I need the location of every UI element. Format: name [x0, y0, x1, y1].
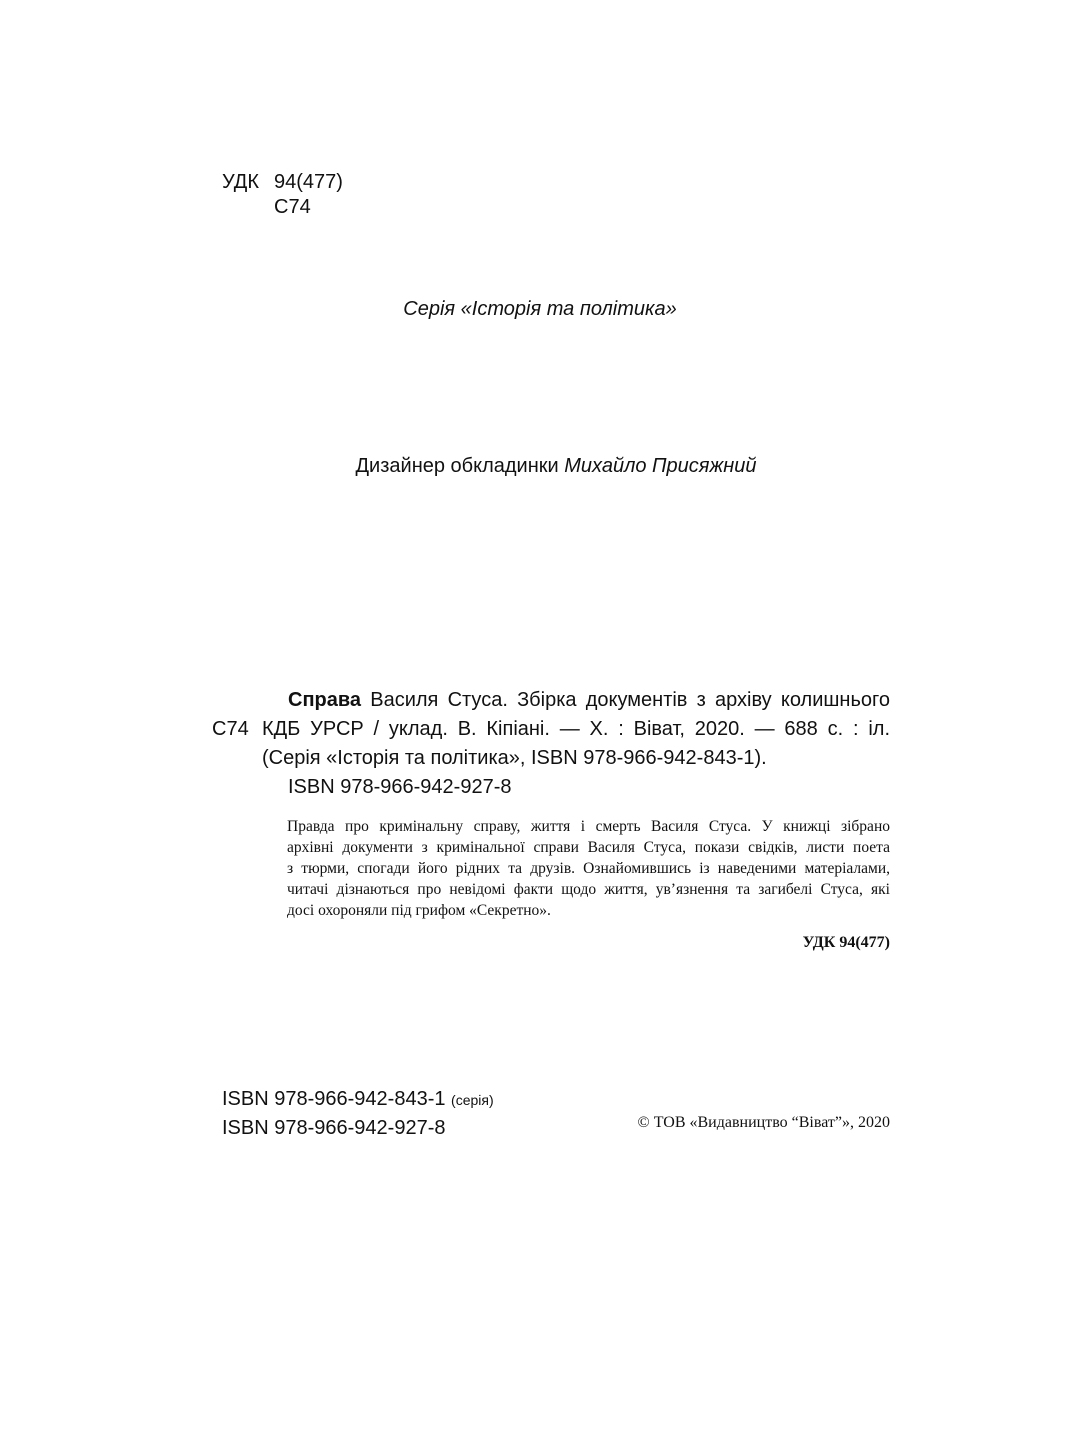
cover-designer-credit: [0, 455, 1080, 478]
entry-cutter: С74: [212, 718, 249, 740]
series-title: Серія «Історія та політика»: [403, 298, 677, 320]
annotation-line: з тюрми, спогади його рідних та друзів. Ознайомившись із наведеними матеріалами,: [287, 860, 890, 877]
entry-isbn: ISBN 978-966-942-927-8: [288, 776, 512, 798]
entry-line-1: [212, 686, 890, 715]
annotation: [287, 816, 890, 921]
entry-line-1-rest: Василя Стуса. Збірка документів з архіву колишнього: [370, 689, 890, 711]
udk-row: [222, 170, 343, 195]
udk-label: УДК: [222, 171, 260, 193]
udk-index: 94(477): [274, 171, 343, 193]
cutter-number: С74: [274, 196, 311, 218]
annotation-line: архівні документи з кримінальної справи Василя Стуса, покази свідків, листи поета: [287, 839, 890, 856]
series-isbn-row: [222, 1085, 494, 1114]
annotation-line: Правда про кримінальну справу, життя і смерть Василя Стуса. У книжці зібрано: [287, 818, 890, 835]
annotation-line: досі охороняли під грифом «Секретно».: [287, 902, 551, 919]
series-isbn: ISBN 978-966-942-843-1: [222, 1088, 446, 1110]
book-isbn: ISBN 978-966-942-927-8: [222, 1117, 446, 1139]
designer-name: Михайло Присяжний: [564, 455, 757, 477]
entry-line-3: (Серія «Історія та політика», ISBN 978-966-942-843-1).: [262, 747, 767, 769]
bibliographic-entry: [212, 686, 890, 802]
designer-label: Дизайнер обкладинки: [355, 455, 559, 477]
entry-line-2-rest: КДБ УРСР / уклад. В. Кіпіані. — Х. : Віват, 2020. — 688 с. : іл.: [262, 718, 890, 740]
annotation-line: читачі дізнаються про невідомі факти щодо життя, ув’язнення та загибелі Стуса, які: [287, 881, 890, 898]
udk-classification: [222, 170, 343, 220]
copyright-notice: © ТОВ «Видавництво “Віват”», 2020: [637, 1114, 890, 1131]
entry-line-2: [212, 715, 890, 744]
entry-title: Справа: [288, 689, 362, 711]
series-isbn-note: (серія): [451, 1092, 494, 1108]
udk-bottom: УДК 94(477): [802, 934, 890, 951]
isbn-block: [222, 1085, 494, 1142]
